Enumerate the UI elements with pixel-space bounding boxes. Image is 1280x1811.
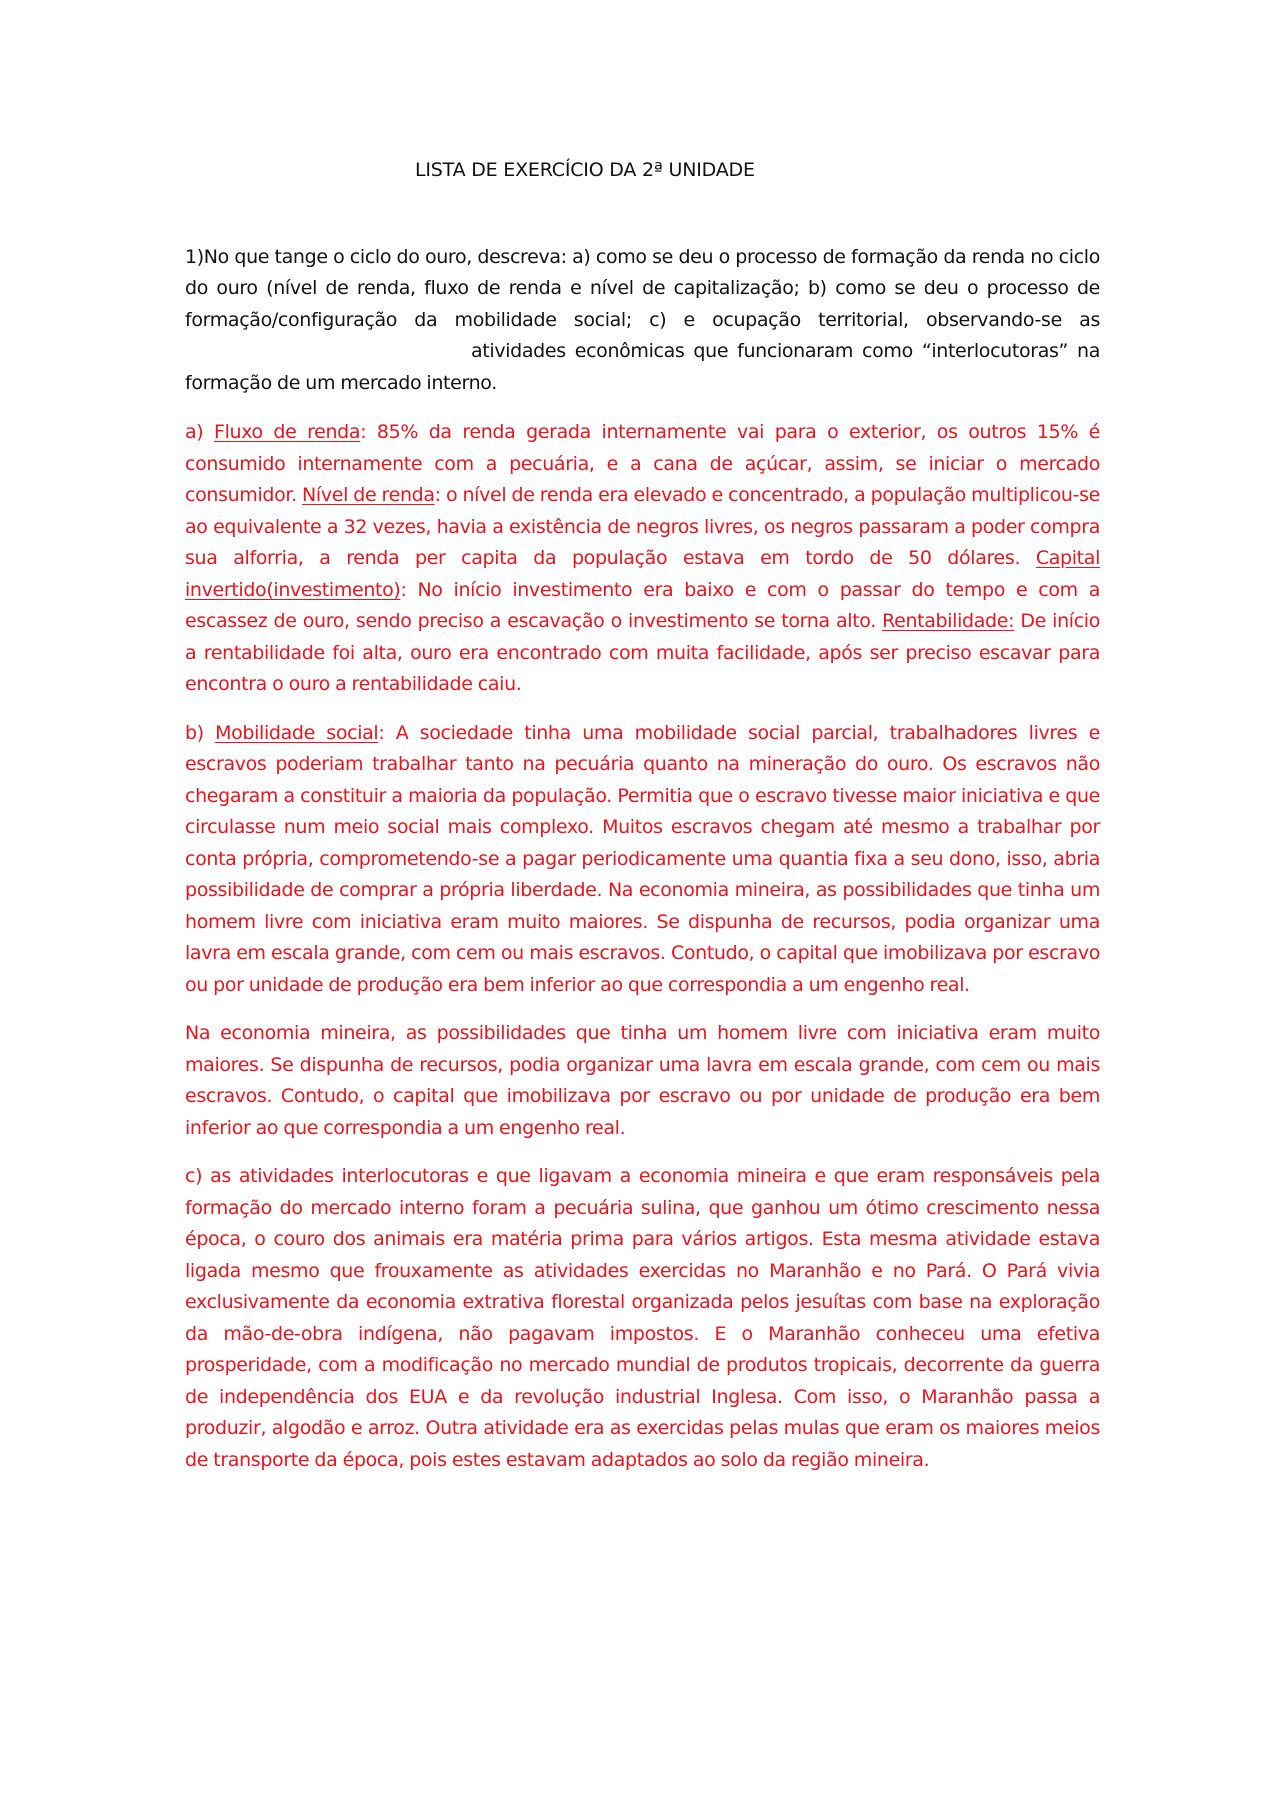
answer-b2-paragraph: Na economia mineira, as possibilidades que tinha um homem livre com iniciativa eram muito maiores. Se dispunha de recursos, podia organizar uma lavra em escala grande, com cem ou mais escravos. Contudo, o capital que imobilizava por escravo ou por unidade de produção era bem inferior ao que correspondia a um engenho real. — [185, 1022, 1100, 1139]
answer-a-text1: : 85% da renda gerada internamente vai para o exterior, os outros 15% é consumido internamente com a pecuária, e a cana de açúcar, assim, se iniciar o mercado consumidor. — [185, 421, 1100, 506]
answer-a-text4: De início a rentabilidade foi alta, ouro era encontrado com muita facilidade, após ser preciso escavar para encontra o ouro a rentabilidade caiu. — [185, 610, 1100, 695]
label-mobilidade-social: Mobilidade social — [215, 721, 379, 744]
question-paragraph — [185, 242, 1100, 400]
document-title: LISTA DE EXERCÍCIO DA 2ª UNIDADE — [415, 159, 755, 181]
answer-b-paragraph — [185, 718, 1100, 1002]
answer-a-text2: : o nível de renda era elevado e concentrado, a população multiplicou-se ao equivalente a 32 vezes, havia a existência de negros livres, os negros passaram a poder compra sua alforria, a renda per capita da população estava em tordo de 50 dólares. — [185, 484, 1100, 569]
answer-a-paragraph — [185, 417, 1100, 701]
answer-b-text: : A sociedade tinha uma mobilidade social parcial, trabalhadores livres e escravos poderiam trabalhar tanto na pecuária quanto na mineração do ouro. Os escravos não chegaram a constituir a maioria da população. Permitia que o escravo tivesse maior iniciativa e que circulasse num meio social mais complexo. Muitos escravos chegam até mesmo a trabalhar por conta própria, comprometendo-se a pagar periodicamente uma quantia fixa a seu dono, isso, abria possibilidade de comprar a própria liberdade. Na economia mineira, as possibilidades que tinha um homem livre com iniciativa eram muito maiores. Se dispunha de recursos, podia organizar uma lavra em escala grande, com cem ou mais escravos. Contudo, o capital que imobilizava por escravo ou por unidade de produção era bem inferior ao que correspondia a um engenho real. — [185, 721, 1100, 996]
answer-a-text3: : No início investimento era baixo e com o passar do tempo e com a escassez de ouro, sendo preciso a escavação o investimento se torna alto. — [185, 578, 1100, 632]
answer-c-paragraph: c) as atividades interlocutoras e que ligavam a economia mineira e que eram responsáveis pela formação do mercado interno foram a pecuária sulina, que ganhou um ótimo crescimento nessa época, o couro dos animais era matéria prima para vários artigos. Esta mesma atividade estava ligada mesmo que frouxamente as atividades exercidas no Maranhão e no Pará. O Pará vivia exclusivamente da economia extrativa florestal organizada pelos jesuítas com base na exploração da mão-de-obra indígena, não pagavam impostos. E o Maranhão conheceu uma efetiva prosperidade, com a modificação no mercado mundial de produtos tropicais, decorrente da guerra de independência dos EUA e da revolução industrial Inglesa. Com isso, o Maranhão passa a produzir, algodão e arroz. Outra atividade era as exercidas pelas mulas que eram os maiores meios de transporte da época, pois estes estavam adaptados ao solo da região mineira. — [185, 1165, 1100, 1471]
label-fluxo-de-renda: Fluxo de renda — [214, 421, 361, 443]
answer-b-prefix: b) — [185, 721, 216, 744]
label-nivel-de-renda: Nível de renda — [302, 484, 435, 506]
question-text-part2: atividades econômicas que funcionaram como “interlocutoras” na formação de um mercado interno. — [185, 340, 1100, 394]
answer-a-prefix: a) — [185, 421, 214, 443]
document-page — [185, 155, 1100, 1493]
label-capital-invertido: Capital invertido(investimento) — [185, 547, 1100, 601]
question-text-part1: 1)No que tange o ciclo do ouro, descreva: a) como se deu o processo de formação da renda no ciclo do ouro (nível de renda, fluxo de renda e nível de capitalização; b) como se deu o processo de formação/configuração da mobilidade social; c) e ocupação territorial, observando-se as — [185, 245, 1100, 331]
label-rentabilidade: Rentabilidade: — [882, 610, 1015, 632]
